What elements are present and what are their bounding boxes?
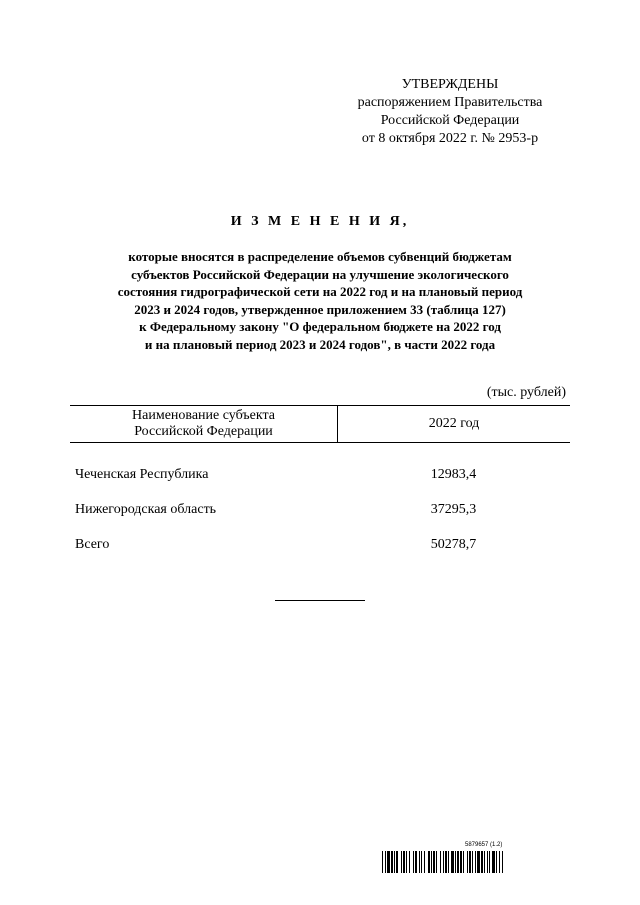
row-total-label: Всего [75, 536, 110, 552]
table-row [70, 492, 570, 527]
end-divider [275, 600, 365, 601]
document-subtitle [40, 248, 600, 353]
approval-block [330, 76, 570, 148]
approval-line-1: УТВЕРЖДЕНЫ [401, 77, 499, 92]
header-subject-line-1: Наименование субъекта [132, 408, 275, 423]
row-value: 12983,4 [430, 466, 477, 482]
subtitle-line: к Федеральному закону "О федеральном бюджете на 2022 год [139, 319, 501, 334]
subtitle-line: которые вносятся в распределение объемов субвенций бюджетам [128, 249, 512, 264]
subtitle-line: 2023 и 2024 годов, утвержденное приложением 33 (таблица 127) [134, 301, 506, 317]
table-body [70, 457, 570, 562]
subtitle-line: состояния гидрографической сети на 2022 год и на плановый период [117, 284, 523, 299]
row-subject-name: Нижегородская область [75, 501, 217, 517]
row-subject-name: Чеченская Республика [75, 466, 209, 482]
subtitle-line: субъектов Российской Федерации на улучшение экологического [131, 266, 509, 282]
approval-line-2: распоряжением Правительства [357, 95, 543, 110]
table-row-total [70, 527, 570, 562]
approval-line-4: от 8 октября 2022 г. № 2953-р [361, 131, 539, 146]
approval-line-3: Российской Федерации [380, 113, 520, 128]
header-year: 2022 год [428, 416, 480, 431]
barcode-label: 5879657 (1.2) [465, 842, 503, 848]
document-title: И З М Е Н Е Н И Я, [230, 214, 410, 229]
units-note: (тыс. рублей) [486, 385, 566, 400]
row-value: 37295,3 [430, 501, 477, 517]
barcode-icon [382, 851, 570, 873]
table-row [70, 457, 570, 492]
subtitle-line: и на плановый период 2023 и 2024 годов", в части 2022 года [144, 336, 496, 352]
header-subject-line-2: Российской Федерации [134, 424, 273, 439]
allocation-table [70, 405, 570, 562]
header-subject [70, 406, 338, 442]
row-total-value: 50278,7 [430, 536, 477, 552]
table-header [70, 405, 570, 443]
